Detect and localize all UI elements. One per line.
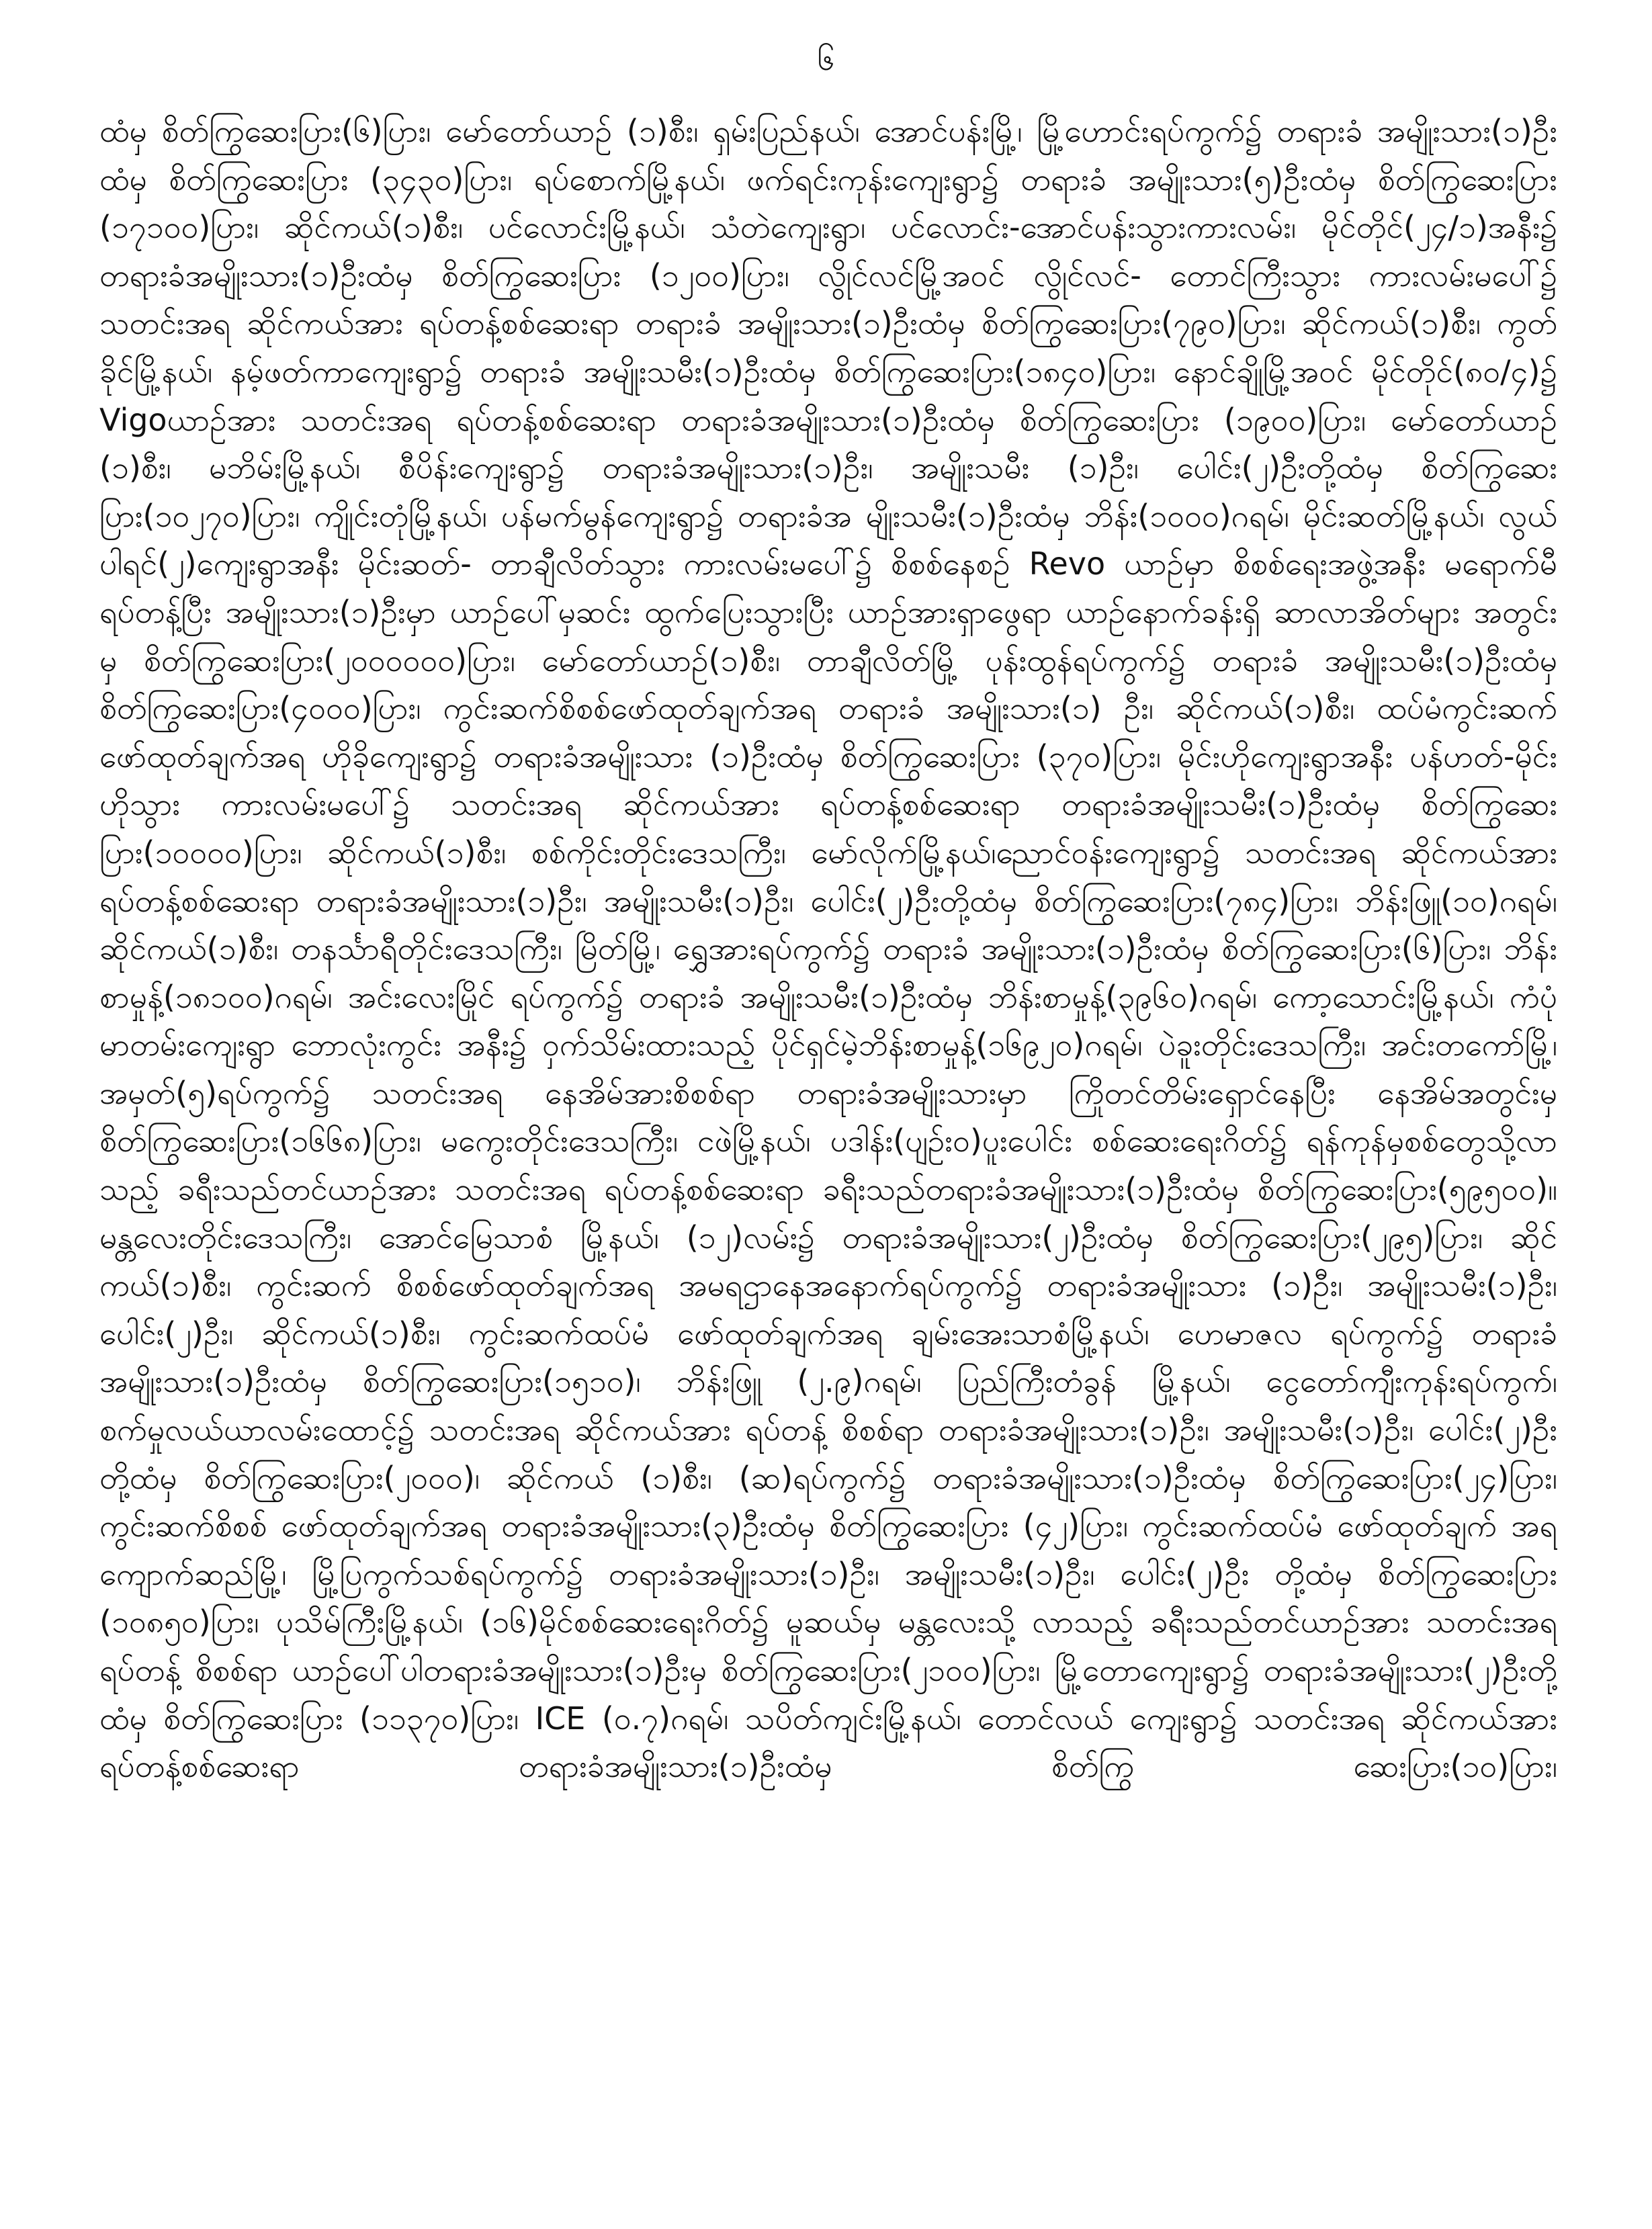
- body-paragraph: ထံမှ စိတ်ကြွဆေးပြား(၆)ပြား၊ မော်တော်ယာဉ် (၁)စီး၊ ရှမ်းပြည်နယ်၊ အောင်ပန်းမြို့၊ မြို့ဟောင်းရပ်ကွက်၌ တရားခံ အမျိုးသား(၁)ဦးထံမှ စိတ်ကြွဆေးပြား (၃၄၃၀)ပြား၊ ရပ်စောက်မြို့နယ်၊ ဖက်ရင်းကုန်းကျေးရွာ၌ တရားခံ အမျိုးသား(၅)ဦးထံမှ စိတ်ကြွဆေးပြား (၁၇၁၀၀)ပြား၊ ဆိုင်ကယ်(၁)စီး၊ ပင်လောင်းမြို့နယ်၊ သံတဲကျေးရွာ၊ ပင်လောင်း-အောင်ပန်းသွားကားလမ်း၊ မိုင်တိုင်(၂၄/၁)အနီး၌ တရားခံအမျိုးသား(၁)ဦးထံမှ စိတ်ကြွဆေးပြား (၁၂၀၀)ပြား၊ လွိုင်လင်မြို့အဝင် လွိုင်လင်- တောင်ကြီးသွား ကားလမ်းမပေါ်၌ သတင်းအရ ဆိုင်ကယ်အား ရပ်တန့်စစ်ဆေးရာ တရားခံ အမျိုးသား(၁)ဦးထံမှ စိတ်ကြွဆေးပြား(၇၉၀)ပြား၊ ဆိုင်ကယ်(၁)စီး၊ ကွတ်ခိုင်မြို့နယ်၊ နမ့်ဖတ်ကာကျေးရွာ၌ တရားခံ အမျိုးသမီး(၁)ဦးထံမှ စိတ်ကြွဆေးပြား(၁၈၄၀)ပြား၊ နောင်ချိုမြို့အဝင် မိုင်တိုင်(၈၀/၄)၌ Vigoယာဉ်အား သတင်းအရ ရပ်တန့်စစ်ဆေးရာ တရားခံအမျိုးသား(၁)ဦးထံမှ စိတ်ကြွဆေးပြား (၁၉၀၀)ပြား၊ မော်တော်ယာဉ် (၁)စီး၊ မဘိမ်းမြို့နယ်၊ စီပိန်းကျေးရွာ၌ တရားခံအမျိုးသား(၁)ဦး၊ အမျိုးသမီး (၁)ဦး၊ ပေါင်း(၂)ဦးတို့ထံမှ စိတ်ကြွဆေးပြား(၁၀၂၇၀)ပြား၊ ကျိုင်းတုံမြို့နယ်၊ ပန်မက်မွန်ကျေးရွာ၌ တရားခံအ မျိုးသမီး(၁)ဦးထံမှ ဘိန်း(၁၀၀၀)ဂရမ်၊ မိုင်းဆတ်မြို့နယ်၊ လွယ်ပါရင်(၂)ကျေးရွာအနီး မိုင်းဆတ်- တာချီလိတ်သွား ကားလမ်းမပေါ်၌ စိစစ်နေစဉ် Revo ယာဉ်မှာ စိစစ်ရေးအဖွဲ့အနီး မရောက်မီ ရပ်တန့်ပြီး အမျိုးသား(၁)ဦးမှာ ယာဉ်ပေါ်မှဆင်း ထွက်ပြေးသွားပြီး ယာဉ်အားရှာဖွေရာ ယာဉ်နောက်ခန်းရှိ ဆာလာအိတ်များ အတွင်းမှ စိတ်ကြွဆေးပြား(၂၀၀၀၀၀၀)ပြား၊ မော်တော်ယာဉ်(၁)စီး၊ တာချီလိတ်မြို့ ပုန်းထွန်ရပ်ကွက်၌ တရားခံ အမျိုးသမီး(၁)ဦးထံမှ စိတ်ကြွဆေးပြား(၄၀၀၀)ပြား၊ ကွင်းဆက်စိစစ်ဖော်ထုတ်ချက်အရ တရားခံ အမျိုးသား(၁) ဦး၊ ဆိုင်ကယ်(၁)စီး၊ ထပ်မံကွင်းဆက်ဖော်ထုတ်ချက်အရ ဟိုခိုကျေးရွာ၌ တရားခံအမျိုးသား (၁)ဦးထံမှ စိတ်ကြွဆေးပြား (၃၇၀)ပြား၊ မိုင်းဟိုကျေးရွာအနီး ပန်ဟတ်-မိုင်းဟိုသွား ကားလမ်းမပေါ်၌ သတင်းအရ ဆိုင်ကယ်အား ရပ်တန့်စစ်ဆေးရာ တရားခံအမျိုးသမီး(၁)ဦးထံမှ စိတ်ကြွဆေးပြား(၁၀၀၀၀)ပြား၊ ဆိုင်ကယ်(၁)စီး၊ စစ်ကိုင်းတိုင်းဒေသကြီး၊ မော်လိုက်မြို့နယ်၊ညောင်ဝန်းကျေးရွာ၌ သတင်းအရ ဆိုင်ကယ်အား ရပ်တန့်စစ်ဆေးရာ တရားခံအမျိုးသား(၁)ဦး၊ အမျိုးသမီး(၁)ဦး၊ ပေါင်း(၂)ဦးတို့ထံမှ စိတ်ကြွဆေးပြား(၇၈၄)ပြား၊ ဘိန်းဖြူ(၁၀)ဂရမ်၊ ဆိုင်ကယ်(၁)စီး၊ တနင်္သာရီတိုင်းဒေသကြီး၊ မြိတ်မြို့၊ ရွှေအားရပ်ကွက်၌ တရားခံ အမျိုးသား(၁)ဦးထံမှ စိတ်ကြွဆေးပြား(၆)ပြား၊ ဘိန်းစာမှုန့်(၁၈၁၀၀)ဂရမ်၊ အင်းလေးမြိုင် ရပ်ကွက်၌ တရားခံ အမျိုးသမီး(၁)ဦးထံမှ ဘိန်းစာမှုန့်(၃၉၆၀)ဂရမ်၊ ကော့သောင်းမြို့နယ်၊ ကံပုံမာတမ်းကျေးရွာ ဘောလုံးကွင်း အနီး၌ ဝှက်သိမ်းထားသည့် ပိုင်ရှင်မဲ့ဘိန်းစာမှုန့်(၁၆၉၂၀)ဂရမ်၊ ပဲခူးတိုင်းဒေသကြီး၊ အင်းတကော်မြို့၊ အမှတ်(၅)ရပ်ကွက်၌ သတင်းအရ နေအိမ်အားစိစစ်ရာ တရားခံအမျိုးသားမှာ ကြိုတင်တိမ်းရှောင်နေပြီး နေအိမ်အတွင်းမှ စိတ်ကြွဆေးပြား(၁၆၆၈)ပြား၊ မကွေးတိုင်းဒေသကြီး၊ ငဖဲမြို့နယ်၊ ပဒါန်း(ပျဉ်း၀)ပူးပေါင်း စစ်ဆေးရေးဂိတ်၌ ရန်ကုန်မှစစ်တွေသို့လာသည့် ခရီးသည်တင်ယာဉ်အား သတင်းအရ ရပ်တန့်စစ်ဆေးရာ ခရီးသည်တရားခံအမျိုးသား(၁)ဦးထံမှ စိတ်ကြွဆေးပြား(၅၉၅၀၀)။ မန္တလေးတိုင်းဒေသကြီး၊ အောင်မြေသာစံ မြို့နယ်၊ (၁၂)လမ်း၌ တရားခံအမျိုးသား(၂)ဦးထံမှ စိတ်ကြွဆေးပြား(၂၉၅)ပြား၊ ဆိုင်ကယ်(၁)စီး၊ ကွင်းဆက် စိစစ်ဖော်ထုတ်ချက်အရ အမရဌာနေအနောက်ရပ်ကွက်၌ တရားခံအမျိုးသား (၁)ဦး၊ အမျိုးသမီး(၁)ဦး၊ ပေါင်း(၂)ဦး၊ ဆိုင်ကယ်(၁)စီး၊ ကွင်းဆက်ထပ်မံ ဖော်ထုတ်ချက်အရ ချမ်းအေးသာစံမြို့နယ်၊ ဟေမာဇလ ရပ်ကွက်၌ တရားခံအမျိုးသား(၁)ဦးထံမှ စိတ်ကြွဆေးပြား(၁၅၁၀)၊ ဘိန်းဖြူ (၂.၉)ဂရမ်၊ ပြည်ကြီးတံခွန် မြို့နယ်၊ ငွေတော်ကျီးကုန်းရပ်ကွက်၊ စက်မှုလယ်ယာလမ်းထောင့်၌ သတင်းအရ ဆိုင်ကယ်အား ရပ်တန့် စိစစ်ရာ တရားခံအမျိုးသား(၁)ဦး၊ အမျိုးသမီး(၁)ဦး၊ ပေါင်း(၂)ဦးတို့ထံမှ စိတ်ကြွဆေးပြား(၂၀၀၀)၊ ဆိုင်ကယ် (၁)စီး၊ (ဆ)ရပ်ကွက်၌ တရားခံအမျိုးသား(၁)ဦးထံမှ စိတ်ကြွဆေးပြား(၂၄)ပြား၊ ကွင်းဆက်စိစစ် ဖော်ထုတ်ချက်အရ တရားခံအမျိုးသား(၃)ဦးထံမှ စိတ်ကြွဆေးပြား (၄၂)ပြား၊ ကွင်းဆက်ထပ်မံ ဖော်ထုတ်ချက် အရ ကျောက်ဆည်မြို့၊ မြို့ပြကွက်သစ်ရပ်ကွက်၌ တရားခံအမျိုးသား(၁)ဦး၊ အမျိုးသမီး(၁)ဦး၊ ပေါင်း(၂)ဦး တို့ထံမှ စိတ်ကြွဆေးပြား (၁၀၈၅၀)ပြား၊ ပုသိမ်ကြီးမြို့နယ်၊ (၁၆)မိုင်စစ်ဆေးရေးဂိတ်၌ မူဆယ်မှ မန္တလေးသို့ လာသည့် ခရီးသည်တင်ယာဉ်အား သတင်းအရ ရပ်တန့် စိစစ်ရာ ယာဉ်ပေါ်ပါတရားခံအမျိုးသား(၁)ဦးမှ စိတ်ကြွဆေးပြား(၂၁၀၀)ပြား၊ မြို့တောကျေးရွာ၌ တရားခံအမျိုးသား(၂)ဦးတို့ထံမှ စိတ်ကြွဆေးပြား (၁၁၃၇၀)ပြား၊ ICE (၀.၇)ဂရမ်၊ သပိတ်ကျင်းမြို့နယ်၊ တောင်လယ် ကျေးရွာ၌ သတင်းအရ ဆိုင်ကယ်အား ရပ်တန့်စစ်ဆေးရာ တရားခံအမျိုးသား(၁)ဦးထံမှ စိတ်ကြွ ဆေးပြား(၁၀)ပြား၊: [99, 113, 1557, 1785]
- page-number: ၆: [817, 41, 835, 77]
